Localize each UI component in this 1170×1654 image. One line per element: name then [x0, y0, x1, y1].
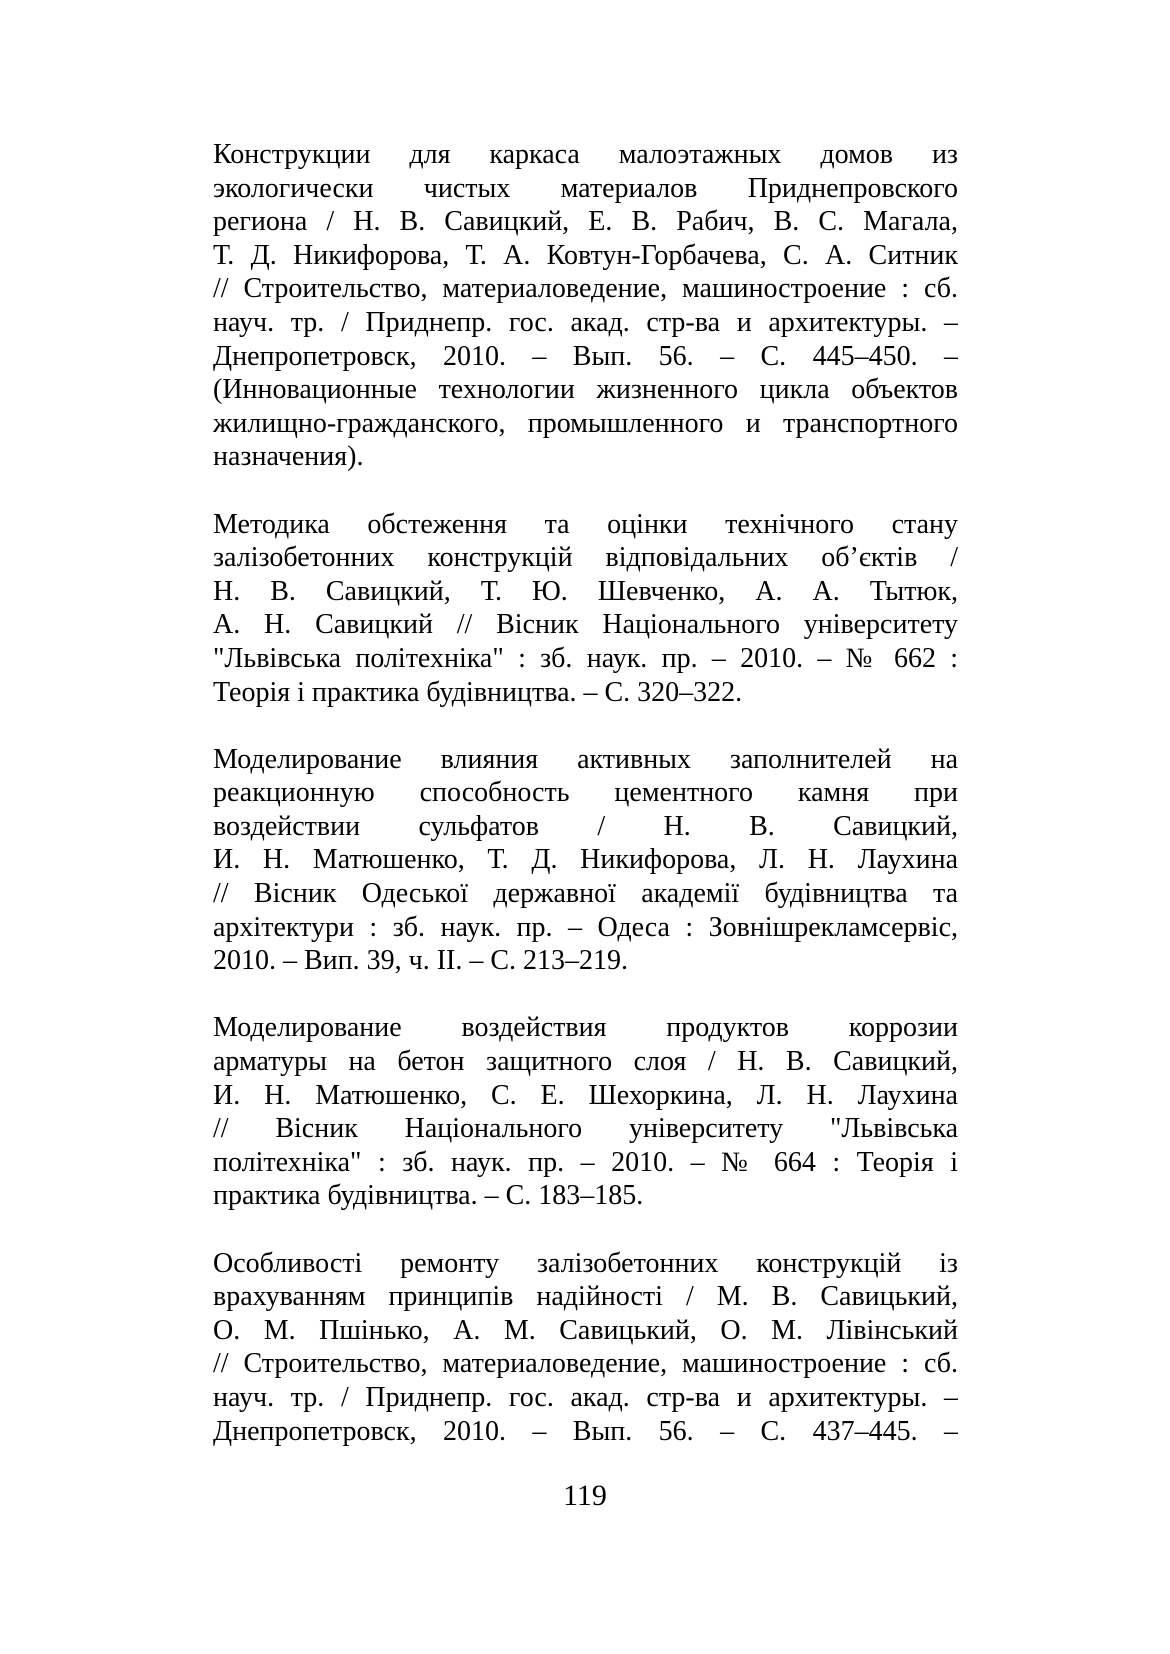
entry-line: реакционную способность цементного камня при [213, 777, 958, 809]
entry-line: воздействии сульфатов / Н. В. Савицкий, [213, 810, 958, 842]
bibliography-entry [213, 508, 958, 710]
entry-line: Моделирование влияния активных заполнителей на [213, 743, 958, 775]
entry-line: жилищно-гражданского, промышленного и транспортного [213, 407, 958, 439]
entry-line: політехніка" : зб. наук. пр. – 2010. – № 664 : Теорія і [213, 1146, 958, 1178]
entry-line: Особливості ремонту залізобетонних конструкцій із [213, 1247, 958, 1279]
entry-line: Т. Д. Никифорова, Т. А. Ковтун-Горбачева, С. А. Ситник [213, 239, 958, 271]
entry-line: // Вісник Національного університету "Львівська [213, 1113, 958, 1145]
bibliography-entry [213, 138, 958, 474]
entry-line: залізобетонних конструкцій відповідальних об’єктів / [213, 542, 958, 574]
page-number: 119 [563, 1479, 607, 1512]
bibliography-entry [213, 743, 958, 978]
entry-line: науч. тр. / Приднепр. гос. акад. стр-ва и архитектуры. – [213, 1381, 958, 1413]
entry-line: Днепропетровск, 2010. – Вып. 56. – С. 445–450. – [213, 340, 958, 372]
entry-line: архітектури : зб. наук. пр. – Одеса : Зовнішрекламсервіс, [213, 911, 958, 943]
entry-line: арматуры на бетон защитного слоя / Н. В. Савицкий, [213, 1046, 958, 1078]
entry-line: практика будівництва. – С. 183–185. [213, 1180, 644, 1212]
entry-line: экологически чистых материалов Приднепровского [213, 172, 958, 204]
entry-line: (Инновационные технологии жизненного цикла объектов [213, 374, 958, 406]
entry-line: Н. В. Савицкий, Т. Ю. Шевченко, А. А. Тытюк, [213, 575, 958, 607]
entry-line: 2010. – Вип. 39, ч. II. – С. 213–219. [213, 945, 629, 977]
entry-line: О. М. Пшінько, А. М. Савицький, О. М. Лівінський [213, 1314, 958, 1346]
entry-line: Методика обстеження та оцінки технічного стану [213, 508, 958, 540]
bibliography-list [213, 138, 958, 1482]
entry-line: Теорія і практика будівництва. – С. 320–322. [213, 676, 743, 708]
entry-line: науч. тр. / Приднепр. гос. акад. стр-ва и архитектуры. – [213, 306, 958, 338]
entry-line: // Вісник Одеської державної академії будівництва та [213, 878, 958, 910]
bibliography-entry [213, 1247, 958, 1449]
entry-line: назначения). [213, 441, 364, 473]
entry-line: // Строительство, материаловедение, машиностроение : сб. [213, 1348, 958, 1380]
entry-line: И. Н. Матюшенко, Т. Д. Никифорова, Л. Н. Лаухина [213, 844, 958, 876]
entry-line: А. Н. Савицкий // Вісник Національного університету [213, 609, 958, 641]
entry-line: // Строительство, материаловедение, машиностроение : сб. [213, 273, 958, 305]
entry-line: Моделирование воздействия продуктов коррозии [213, 1012, 958, 1044]
entry-line: региона / Н. В. Савицкий, Е. В. Рабич, В. С. Магала, [213, 206, 958, 238]
bibliography-entry [213, 1011, 958, 1213]
entry-line: Днепропетровск, 2010. – Вып. 56. – С. 437–445. – [213, 1415, 958, 1447]
entry-line: "Львівська політехніка" : зб. наук. пр. – 2010. – № 662 : [213, 642, 958, 674]
entry-line: И. Н. Матюшенко, С. Е. Шехоркина, Л. Н. Лаухина [213, 1079, 958, 1111]
entry-line: врахуванням принципів надійності / М. В. Савицький, [213, 1281, 958, 1313]
entry-line: Конструкции для каркаса малоэтажных домов из [213, 139, 958, 170]
